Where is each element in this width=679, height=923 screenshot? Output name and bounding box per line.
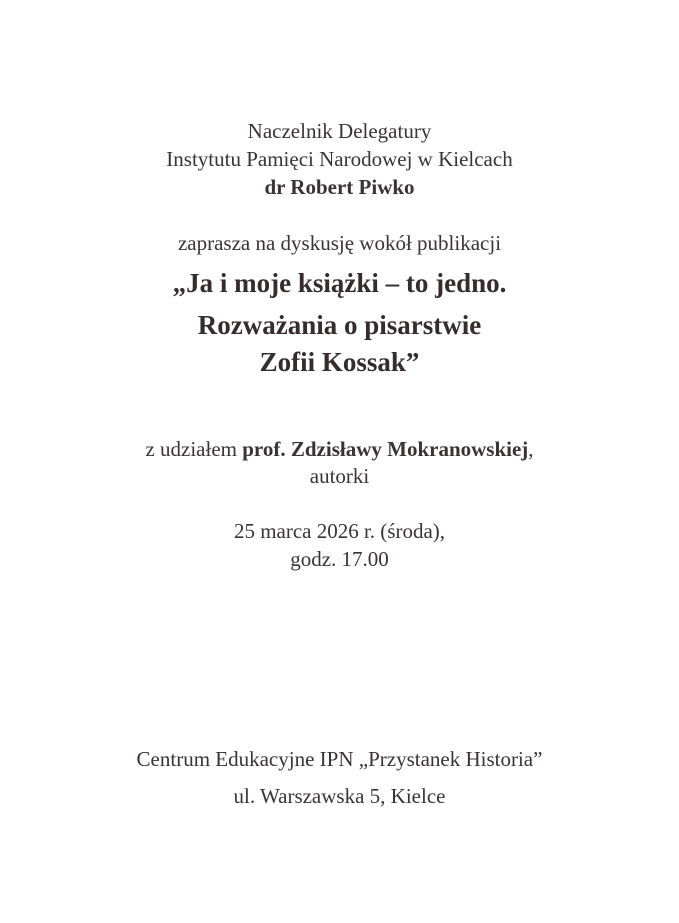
intro-text: zaprasza na dyskusję wokół publikacji xyxy=(177,231,502,255)
guest-role: autorki xyxy=(309,464,370,488)
participation-line xyxy=(0,436,679,462)
participation-prefix: z udziałem xyxy=(145,437,243,461)
event-time: godz. 17.00 xyxy=(290,547,389,571)
host-name: dr Robert Piwko xyxy=(264,175,415,199)
header-line-1: Naczelnik Delegatury xyxy=(247,119,432,143)
guest-name: prof. Zdzisławy Mokranowskiej xyxy=(242,437,529,461)
participation-suffix: , xyxy=(528,437,534,461)
publication-title-line-3: Zofii Kossak” xyxy=(259,347,420,377)
venue-name: Centrum Edukacyjne IPN „Przystanek Historia” xyxy=(136,747,543,771)
publication-title-line-2: Rozważania o pisarstwie xyxy=(197,310,482,340)
event-date: 25 marca 2026 r. (środa), xyxy=(233,519,446,543)
header-line-2: Instytutu Pamięci Narodowej w Kielcach xyxy=(166,147,513,171)
publication-title-line-1: „Ja i moje książki – to jedno. xyxy=(172,268,507,298)
venue-address: ul. Warszawska 5, Kielce xyxy=(233,784,446,808)
